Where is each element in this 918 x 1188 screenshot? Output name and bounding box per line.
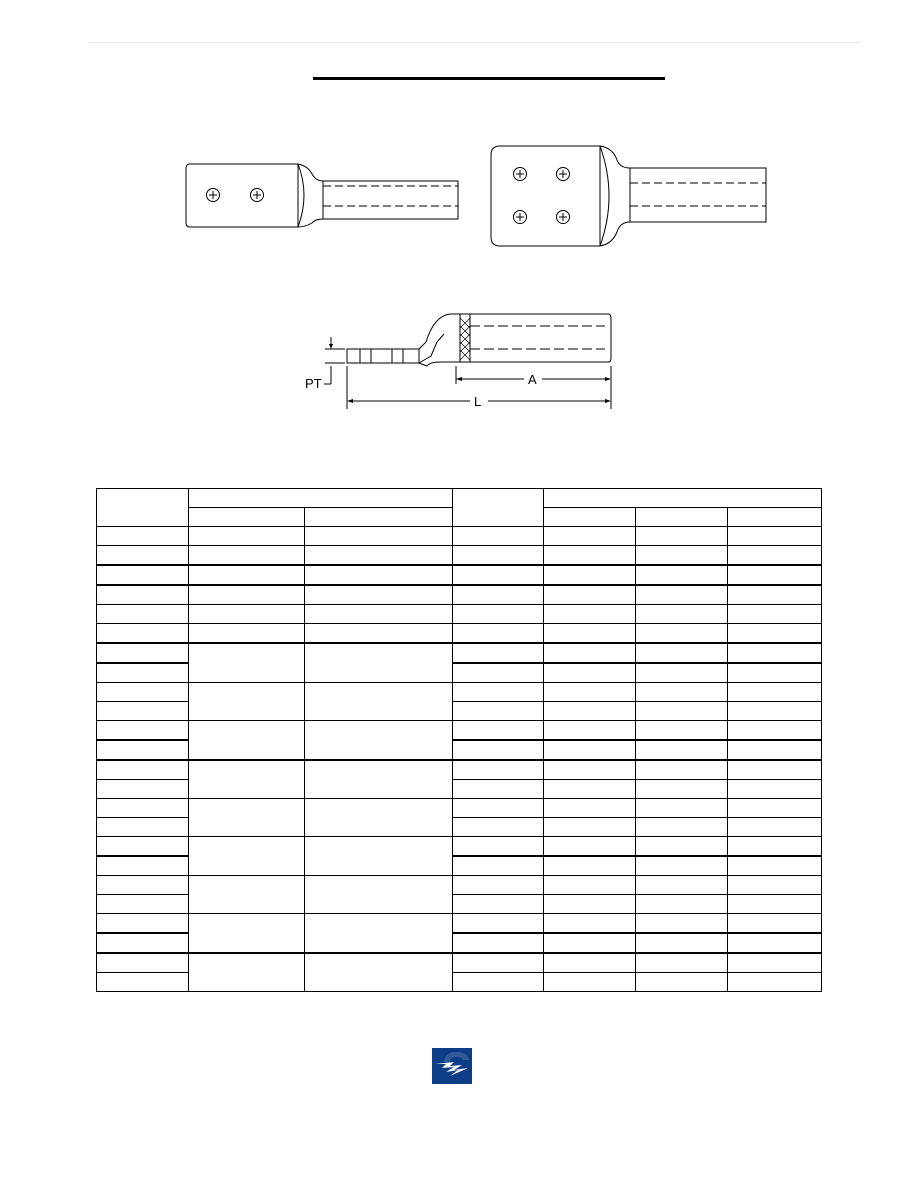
table-cell [189,760,305,799]
table-cell [189,624,305,644]
table-cell [189,914,305,954]
table-cell [544,818,636,837]
table-cell [544,663,636,683]
table-cell [636,856,728,876]
table-cell [728,856,822,876]
header-cell [453,489,544,527]
table-cell [544,799,636,818]
table-cell [189,876,305,914]
header-cell [544,489,822,508]
table-cell [544,527,636,546]
table-row [97,837,822,857]
table-cell [544,585,636,605]
table-cell [544,973,636,992]
table-cell [728,876,822,895]
table-cell [453,624,544,644]
table-cell [97,546,189,566]
table-cell [544,780,636,799]
table-cell [453,643,544,663]
table-row [97,585,822,605]
table-cell [189,565,305,585]
table-cell [728,818,822,837]
table-cell [189,643,305,683]
table-cell [636,721,728,741]
table-cell [453,585,544,605]
table-cell [728,973,822,992]
subheader-cell [636,508,728,527]
table-cell [189,546,305,566]
table-cell [97,740,189,760]
table-cell [97,565,189,585]
table-cell [189,953,305,992]
table-cell [97,914,189,934]
table-cell [453,740,544,760]
table-cell [453,837,544,857]
table-cell [728,721,822,741]
table-cell [97,837,189,857]
table-cell [305,837,453,876]
table-cell [305,643,453,683]
table-cell [453,895,544,914]
table-cell [97,856,189,876]
table-cell [728,663,822,683]
table-cell [544,546,636,566]
header-cell [97,489,189,527]
table-cell [544,895,636,914]
table-cell [728,605,822,624]
table-cell [305,605,453,624]
subheader-cell [544,508,636,527]
table-cell [453,605,544,624]
table-cell [97,605,189,624]
table-cell [544,760,636,780]
table-cell [97,721,189,741]
table-cell [544,953,636,973]
table-cell [453,799,544,818]
table-cell [97,585,189,605]
table-cell [728,565,822,585]
table-cell [97,818,189,837]
table-cell [453,818,544,837]
table-cell [728,953,822,973]
table-cell [97,702,189,721]
table-cell [453,914,544,934]
table-cell [636,933,728,953]
two-hole-lug-drawing [186,164,458,227]
table-cell [544,565,636,585]
table-cell [636,683,728,702]
table-cell [453,683,544,702]
table-cell [728,799,822,818]
table-cell [305,760,453,799]
table-cell [728,780,822,799]
table-cell [636,663,728,683]
table-cell [544,721,636,741]
table-cell [728,702,822,721]
table-cell [97,527,189,546]
table-cell [453,527,544,546]
table-cell [305,799,453,837]
pt-dimension-label: PT [305,376,322,391]
subheader-cell [305,508,453,527]
table-cell [453,780,544,799]
table-cell [305,546,453,566]
table-cell [544,856,636,876]
table-cell [544,876,636,895]
table-cell [305,683,453,721]
table-cell [189,527,305,546]
table-cell [453,953,544,973]
table-row [97,565,822,585]
table-cell [728,837,822,857]
table-cell [453,663,544,683]
table-cell [728,760,822,780]
table-cell [636,527,728,546]
table-cell [189,799,305,837]
table-cell [636,605,728,624]
table-row [97,914,822,934]
table-cell [97,799,189,818]
table-row [97,643,822,663]
table-cell [544,740,636,760]
table-cell [636,780,728,799]
table-cell [636,895,728,914]
table-cell [305,721,453,761]
four-hole-lug-drawing [491,146,766,246]
table-cell [636,953,728,973]
table-cell [453,856,544,876]
table-cell [728,895,822,914]
table-cell [728,914,822,934]
table-cell [636,702,728,721]
table-row [97,624,822,644]
table-cell [97,663,189,683]
table-cell [453,933,544,953]
table-cell [305,914,453,954]
table-cell [636,837,728,857]
table-cell [728,624,822,644]
table-cell [544,683,636,702]
spec-table [96,488,822,992]
table-row [97,876,822,895]
table-cell [305,565,453,585]
table-row [97,605,822,624]
table-cell [189,721,305,761]
table-cell [544,933,636,953]
table-cell [544,643,636,663]
table-cell [189,837,305,876]
table-cell [636,624,728,644]
table-cell [636,818,728,837]
table-cell [636,740,728,760]
table-row [97,799,822,818]
side-view-lug-drawing [324,314,611,409]
table-cell [97,780,189,799]
jc-logo-icon [432,1048,472,1084]
table-cell [544,624,636,644]
table-cell [728,527,822,546]
table-cell [544,605,636,624]
a-dimension-label: A [528,372,537,387]
table-cell [636,973,728,992]
table-cell [728,933,822,953]
table-row [97,546,822,566]
table-cell [728,683,822,702]
header-cell [189,489,453,508]
table-cell [97,760,189,780]
table-cell [636,565,728,585]
table-cell [728,740,822,760]
table-cell [453,702,544,721]
table-cell [728,546,822,566]
table-cell [636,546,728,566]
table-cell [636,914,728,934]
table-cell [544,702,636,721]
table-cell [453,546,544,566]
table-cell [453,760,544,780]
table-cell [97,933,189,953]
table-cell [189,683,305,721]
table-cell [305,953,453,992]
table-row [97,527,822,546]
table-cell [636,876,728,895]
table-row [97,683,822,702]
table-cell [305,876,453,914]
table-cell [453,973,544,992]
table-cell [97,876,189,895]
table-cell [544,914,636,934]
table-row [97,721,822,741]
table-cell [97,895,189,914]
table-cell [636,585,728,605]
table-cell [636,799,728,818]
table-cell [97,953,189,973]
table-cell [544,837,636,857]
table-cell [97,643,189,663]
table-cell [305,624,453,644]
table-cell [97,973,189,992]
table-cell [97,683,189,702]
table-cell [189,605,305,624]
table-cell [636,760,728,780]
table-cell [728,585,822,605]
table-cell [189,585,305,605]
lug-drawings [0,0,918,460]
table-row [97,953,822,973]
table-cell [636,643,728,663]
table-cell [453,721,544,741]
l-dimension-label: L [474,394,482,409]
subheader-cell [189,508,305,527]
table-row [97,760,822,780]
table-cell [305,527,453,546]
subheader-cell [728,508,822,527]
table-cell [728,643,822,663]
table-cell [97,624,189,644]
table-cell [453,876,544,895]
table-cell [305,585,453,605]
table-cell [453,565,544,585]
